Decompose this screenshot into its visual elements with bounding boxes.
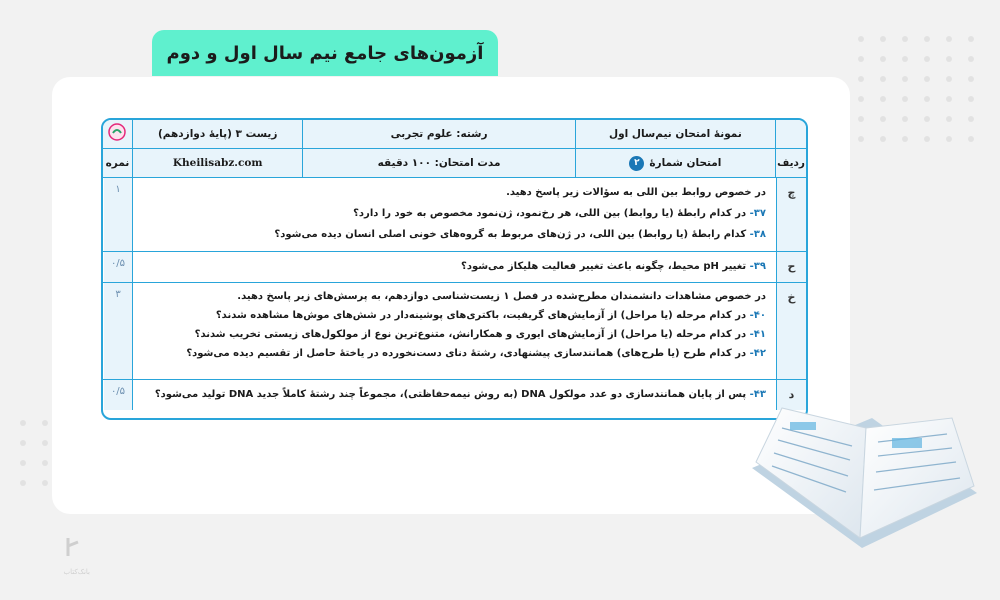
question-item: ۳۷- در کدام رابطهٔ (یا روابط) بین اللی، هر رخ‌نمود، ژن‌نمود مخصوص به خود را دارد؟ — [353, 208, 766, 219]
open-book-icon — [742, 398, 982, 572]
exam-sheet — [101, 118, 808, 420]
exam-number-label: امتحان شمارهٔ — [649, 157, 722, 169]
row-score: ۳ — [104, 283, 133, 379]
exam-course: زیست ۳ (پایهٔ دوازدهم) — [132, 120, 303, 148]
publisher-mark-text: بانک‌کتاب — [63, 568, 90, 576]
question-group-che — [103, 178, 806, 252]
question-item: ۴۱- در کدام مرحله (یا مراحل) از آزمایش‌های ایوری و همکارانش، متنوع‌ترین نوع از مولکول‌های زیستی تخریب شدند؟ — [194, 329, 766, 340]
question-body — [133, 252, 776, 282]
row-score: ۰/۵ — [104, 380, 133, 410]
question-body — [133, 178, 776, 251]
question-item: ۴۰- در کدام مرحله (یا مراحل) از آزمایش‌های گریفیت، باکتری‌های پوشینه‌دار در شش‌های موش‌ها مشاهده شدند؟ — [215, 310, 766, 321]
row-label: چ — [776, 178, 806, 251]
exam-title: نمونهٔ امتحان نیم‌سال اول — [575, 120, 775, 148]
question-item: ۳۹- تغییر pH محیط، چگونه باعث تغییر فعالیت هلیکاز می‌شود؟ — [461, 261, 766, 272]
radif-header-top — [775, 120, 806, 148]
question-body — [133, 380, 776, 410]
score-header: نمره — [105, 157, 130, 169]
question-item: ۴۲- در کدام طرح (یا طرح‌های) همانندسازی پیشنهادی، رشتهٔ دنای دست‌نخورده در یاختهٔ حاصل از تقسیم دیده می‌شود؟ — [186, 348, 766, 359]
exam-number — [575, 149, 775, 177]
row-label: د — [776, 380, 806, 410]
radif-label: ردیف — [775, 149, 806, 177]
question-item: ۴۳- پس از پایان همانندسازی دو عدد مولکول DNA (به روش نیمه‌حفاظتی)، مجموعاً چند رشتهٔ کاملاً جدید DNA تولید می‌شود؟ — [154, 389, 766, 400]
publisher-logo — [103, 120, 132, 148]
question-intro: در خصوص روابط بین اللی به سؤالات زیر پاسخ دهید. — [506, 187, 766, 198]
question-intro: در خصوص مشاهدات دانشمندان مطرح‌شده در فصل ۱ زیست‌شناسی دوازدهم، به پرسش‌های زیر پاسخ دهید. — [237, 291, 766, 302]
publisher-watermark — [60, 536, 90, 576]
row-label: خ — [776, 283, 806, 379]
row-score: ۰/۵ — [104, 252, 133, 282]
question-group-he — [103, 252, 806, 283]
row-label: ح — [776, 252, 806, 282]
question-item: ۳۸- کدام رابطهٔ (یا روابط) بین اللی، در ژن‌های مربوط به گروه‌های خونی اصلی انسان دیده می‌شود؟ — [274, 229, 766, 240]
website: Kheilisabz.com — [132, 149, 303, 177]
exam-header-row-2 — [103, 149, 806, 178]
question-group-khe — [103, 283, 806, 380]
logo-icon — [107, 123, 127, 145]
exam-major: رشته: علوم تجربی — [302, 120, 574, 148]
row-score: ۱ — [104, 178, 133, 251]
exam-number-badge: ۲ — [629, 156, 644, 171]
question-body — [133, 283, 776, 379]
publisher-mark-icon — [60, 536, 90, 562]
question-group-dal — [103, 380, 806, 410]
exam-header-row-1 — [103, 120, 806, 149]
page-title-tab: آزمون‌های جامع نیم سال اول و دوم — [152, 30, 498, 76]
decor-dots-top-right — [858, 36, 976, 142]
exam-duration: مدت امتحان: ۱۰۰ دقیقه — [302, 149, 574, 177]
